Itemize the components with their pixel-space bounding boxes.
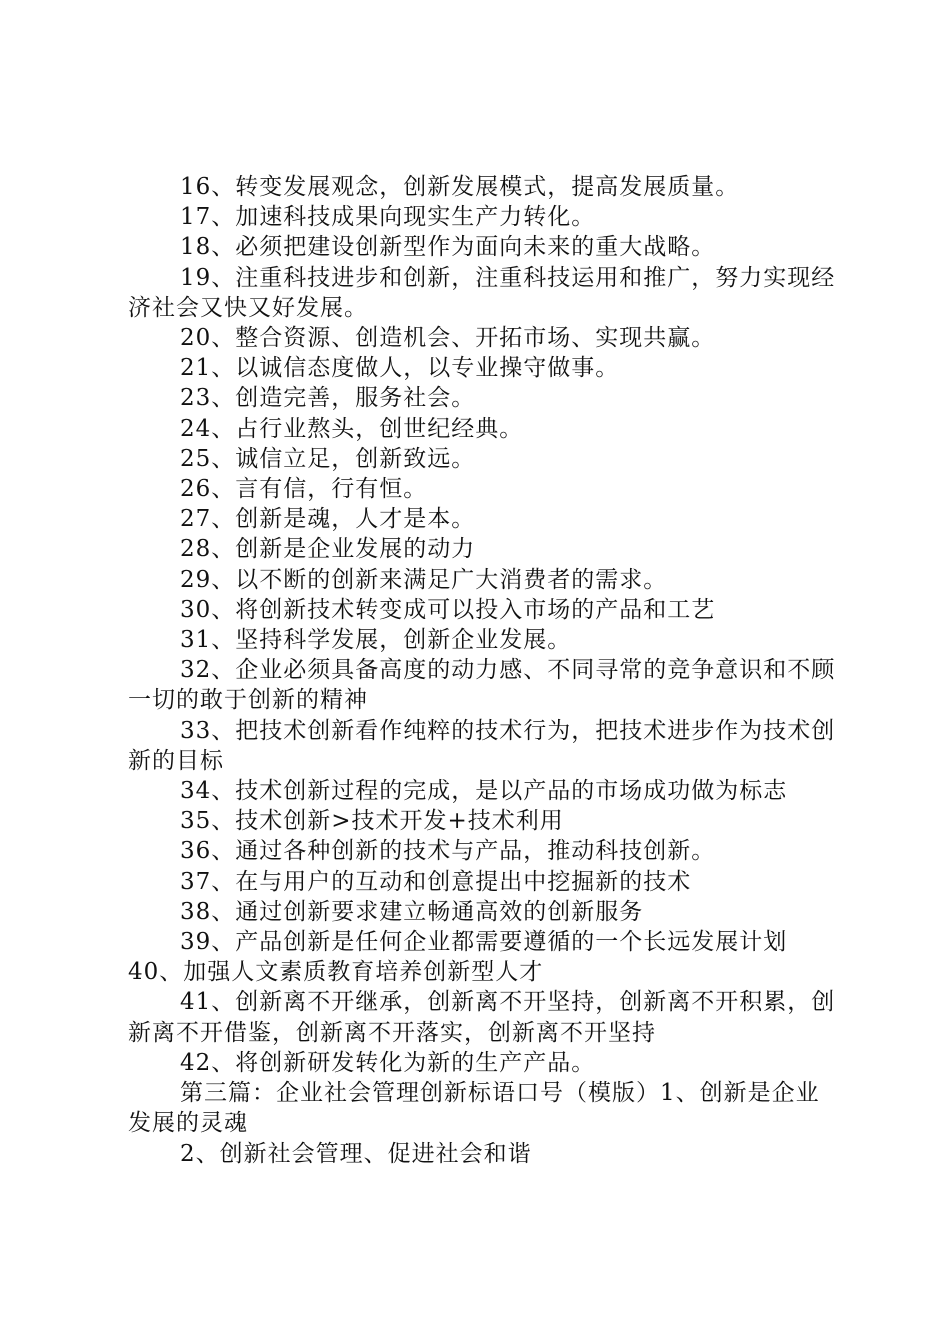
paragraph: 40、加强人文素质教育培养创新型人才 bbox=[128, 959, 544, 986]
paragraph: 35、技术创新>技术开发+技术利用 bbox=[180, 808, 564, 835]
section-heading: 第三篇：企业社会管理创新标语口号（模版）1、创新是企业发展的灵魂 bbox=[128, 1080, 820, 1137]
paragraph: 30、将创新技术转变成可以投入市场的产品和工艺 bbox=[180, 596, 716, 623]
paragraph: 20、整合资源、创造机会、开拓市场、实现共赢。 bbox=[180, 325, 716, 352]
paragraph: 39、产品创新是任何企业都需要遵循的一个长远发展计划 bbox=[180, 929, 788, 956]
document-body bbox=[128, 172, 838, 1169]
paragraph: 41、创新离不开继承，创新离不开坚持，创新离不开积累，创新离不开借鉴，创新离不开落实，创新离不开坚持 bbox=[128, 989, 836, 1046]
paragraph: 34、技术创新过程的完成，是以产品的市场成功做为标志 bbox=[180, 778, 788, 805]
paragraph: 29、以不断的创新来满足广大消费者的需求。 bbox=[180, 566, 668, 593]
paragraph: 19、注重科技进步和创新，注重科技运用和推广，努力实现经济社会又快又好发展。 bbox=[128, 264, 836, 321]
paragraph: 32、企业必须具备高度的动力感、不同寻常的竞争意识和不顾一切的敢于创新的精神 bbox=[128, 657, 836, 714]
paragraph: 2、创新社会管理、促进社会和谐 bbox=[180, 1140, 532, 1167]
paragraph: 31、坚持科学发展，创新企业发展。 bbox=[180, 627, 572, 654]
paragraph: 27、创新是魂，人才是本。 bbox=[180, 506, 476, 533]
paragraph: 38、通过创新要求建立畅通高效的创新服务 bbox=[180, 898, 644, 925]
paragraph: 26、言有信，行有恒。 bbox=[180, 476, 428, 503]
paragraph: 24、占行业熬头，创世纪经典。 bbox=[180, 415, 524, 442]
paragraph: 23、创造完善，服务社会。 bbox=[180, 385, 476, 412]
paragraph: 16、转变发展观念，创新发展模式，提高发展质量。 bbox=[180, 174, 740, 200]
paragraph: 28、创新是企业发展的动力 bbox=[180, 536, 476, 563]
paragraph: 33、把技术创新看作纯粹的技术行为，把技术进步作为技术创新的目标 bbox=[128, 717, 836, 774]
paragraph: 25、诚信立足，创新致远。 bbox=[180, 445, 476, 472]
paragraph: 42、将创新研发转化为新的生产产品。 bbox=[180, 1049, 596, 1076]
paragraph: 21、以诚信态度做人，以专业操守做事。 bbox=[180, 355, 620, 382]
paragraph: 37、在与用户的互动和创意提出中挖掘新的技术 bbox=[180, 868, 692, 895]
paragraph: 36、通过各种创新的技术与产品，推动科技创新。 bbox=[180, 838, 716, 865]
paragraph: 17、加速科技成果向现实生产力转化。 bbox=[180, 204, 596, 231]
paragraph: 18、必须把建设创新型作为面向未来的重大战略。 bbox=[180, 234, 716, 261]
